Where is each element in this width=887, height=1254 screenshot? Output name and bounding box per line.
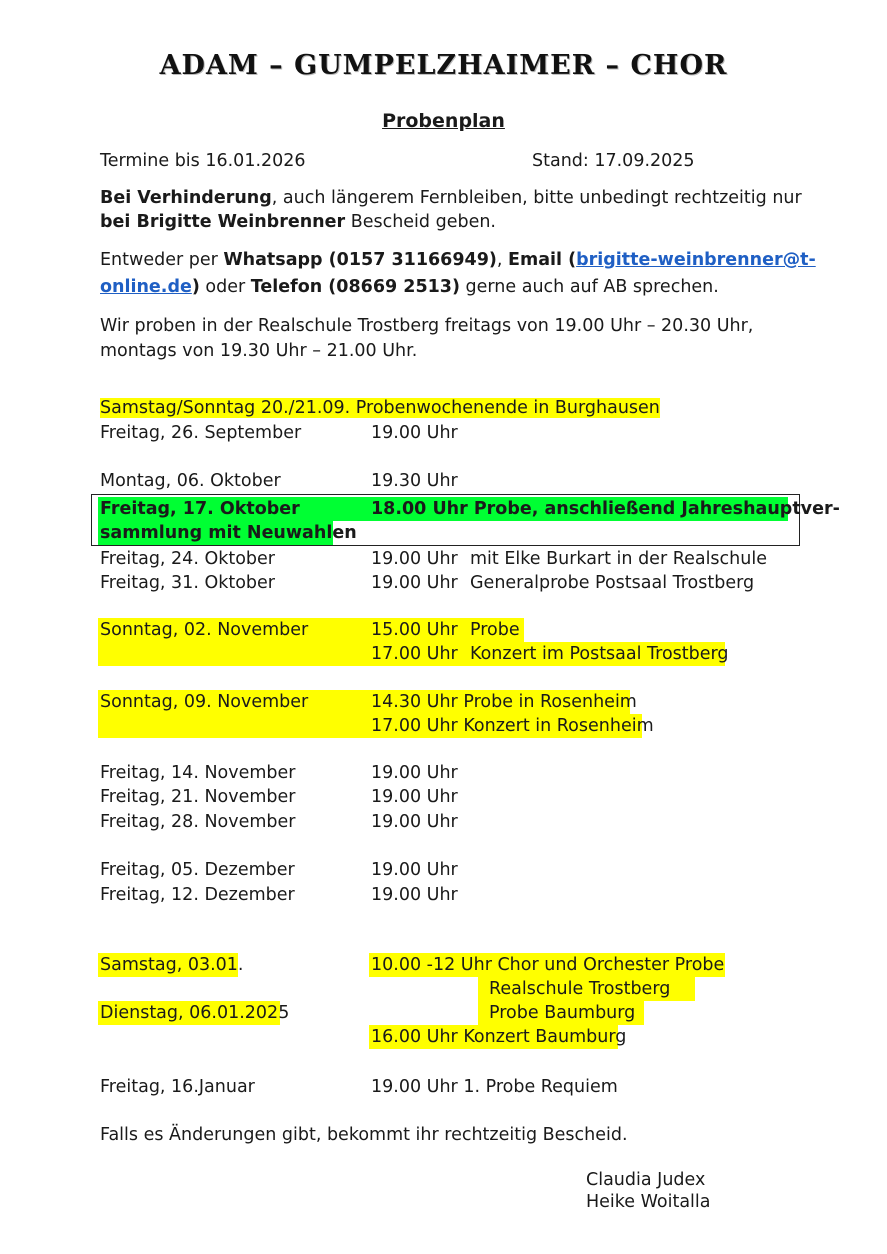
- rehearsal-times-line-2: montags von 19.30 Uhr – 21.00 Uhr.: [100, 341, 418, 361]
- rehearsal-times-line-1: Wir proben in der Realschule Trostberg freitags von 19.00 Uhr – 20.30 Uhr,: [100, 316, 754, 336]
- schedule-time: 16.00 Uhr Konzert Baumburg: [371, 1027, 627, 1047]
- schedule-note: Konzert im Postsaal Trostberg: [470, 644, 729, 664]
- telefon-number: Telefon (08669 2513): [250, 277, 460, 297]
- schedule-date: Samstag, 03.01.: [100, 955, 244, 975]
- schedule-date: Freitag, 26. September: [100, 423, 302, 443]
- schedule-time: 19.00 Uhr: [371, 787, 458, 807]
- contact-line-1: [100, 248, 816, 272]
- intro-bold-2: bei Brigitte Weinbrenner: [100, 212, 346, 232]
- schedule-time: 17.00 Uhr: [371, 644, 458, 664]
- footer-note: Falls es Änderungen gibt, bekommt ihr rechtzeitig Bescheid.: [100, 1125, 628, 1145]
- contact-text-3: oder: [199, 277, 251, 297]
- schedule-date: Freitag, 28. November: [100, 812, 296, 832]
- intro-text-1: , auch längerem Fernbleiben, bitte unbedingt rechtzeitig nur: [271, 188, 802, 208]
- schedule-date: Freitag, 21. November: [100, 787, 296, 807]
- stand-label: Stand: 17.09.2025: [532, 151, 695, 171]
- termine-label: Termine bis 16.01.2026: [100, 151, 306, 171]
- schedule-time: 10.00 -12 Uhr Chor und Orchester Probe: [371, 955, 725, 975]
- schedule-date: Freitag, 05. Dezember: [100, 860, 295, 880]
- email-link-continued[interactable]: online.de: [100, 277, 192, 297]
- schedule-time: 14.30 Uhr Probe in Rosenheim: [371, 692, 637, 712]
- signature-1: Claudia Judex: [586, 1170, 706, 1190]
- contact-line-2: [100, 275, 719, 299]
- schedule-date: Freitag, 24. Oktober: [100, 549, 275, 569]
- schedule-time: 19.00 Uhr: [371, 812, 458, 832]
- schedule-date: Montag, 06. Oktober: [100, 471, 281, 491]
- schedule-note: Probe Baumburg: [489, 1003, 636, 1023]
- schedule-time: 18.00 Uhr Probe, anschließend Jahreshauptver-: [371, 499, 840, 519]
- page-title: ADAM – GUMPELZHAIMER – CHOR: [159, 50, 728, 81]
- contact-text-1: Entweder per: [100, 250, 224, 270]
- email-label: Email (: [508, 250, 577, 270]
- schedule-note: Probe: [470, 620, 520, 640]
- intro-bold-1: Bei Verhinderung: [100, 188, 272, 208]
- contact-text-2: ,: [496, 250, 509, 270]
- hauptversammlung-row-2: [98, 521, 357, 545]
- schedule-time: 19.00 Uhr: [371, 573, 458, 593]
- document-subtitle: Probenplan: [382, 110, 505, 132]
- schedule-date: Dienstag, 06.01.2025: [100, 1003, 290, 1023]
- schedule-note: Realschule Trostberg: [489, 979, 671, 999]
- schedule-time: 19.00 Uhr 1. Probe Requiem: [371, 1077, 618, 1097]
- schedule-note: Generalprobe Postsaal Trostberg: [470, 573, 755, 593]
- schedule-time: 19.00 Uhr: [371, 763, 458, 783]
- intro-line-1: [100, 186, 802, 210]
- schedule-time: 19.30 Uhr: [371, 471, 458, 491]
- schedule-note: sammlung mit Neuwahlen: [100, 523, 357, 543]
- schedule-time: 19.00 Uhr: [371, 549, 458, 569]
- schedule-date: Freitag, 31. Oktober: [100, 573, 275, 593]
- contact-text-4: gerne auch auf AB sprechen.: [459, 277, 719, 297]
- schedule-row: [100, 396, 660, 420]
- schedule-time: 19.00 Uhr: [371, 860, 458, 880]
- schedule-highlight: Samstag/Sonntag 20./21.09. Probenwochenende in Burghausen: [100, 398, 660, 418]
- intro-line-2: [100, 210, 496, 234]
- whatsapp-number: Whatsapp (0157 31166949): [223, 250, 497, 270]
- schedule-time: 17.00 Uhr Konzert in Rosenheim: [371, 716, 654, 736]
- schedule-date: Sonntag, 09. November: [100, 692, 309, 712]
- schedule-date: Freitag, 12. Dezember: [100, 885, 295, 905]
- schedule-note: mit Elke Burkart in der Realschule: [470, 549, 767, 569]
- schedule-date: Sonntag, 02. November: [100, 620, 309, 640]
- email-close: ): [191, 277, 200, 297]
- schedule-time: 15.00 Uhr: [371, 620, 458, 640]
- schedule-date: Freitag, 14. November: [100, 763, 296, 783]
- intro-text-2: Bescheid geben.: [345, 212, 496, 232]
- email-link[interactable]: brigitte-weinbrenner@t-: [576, 250, 816, 270]
- schedule-time: 19.00 Uhr: [371, 885, 458, 905]
- schedule-time: 19.00 Uhr: [371, 423, 458, 443]
- signature-2: Heike Woitalla: [586, 1192, 711, 1212]
- hauptversammlung-row: [98, 497, 840, 521]
- schedule-date: Freitag, 17. Oktober: [100, 499, 300, 519]
- schedule-date: Freitag, 16.Januar: [100, 1077, 255, 1097]
